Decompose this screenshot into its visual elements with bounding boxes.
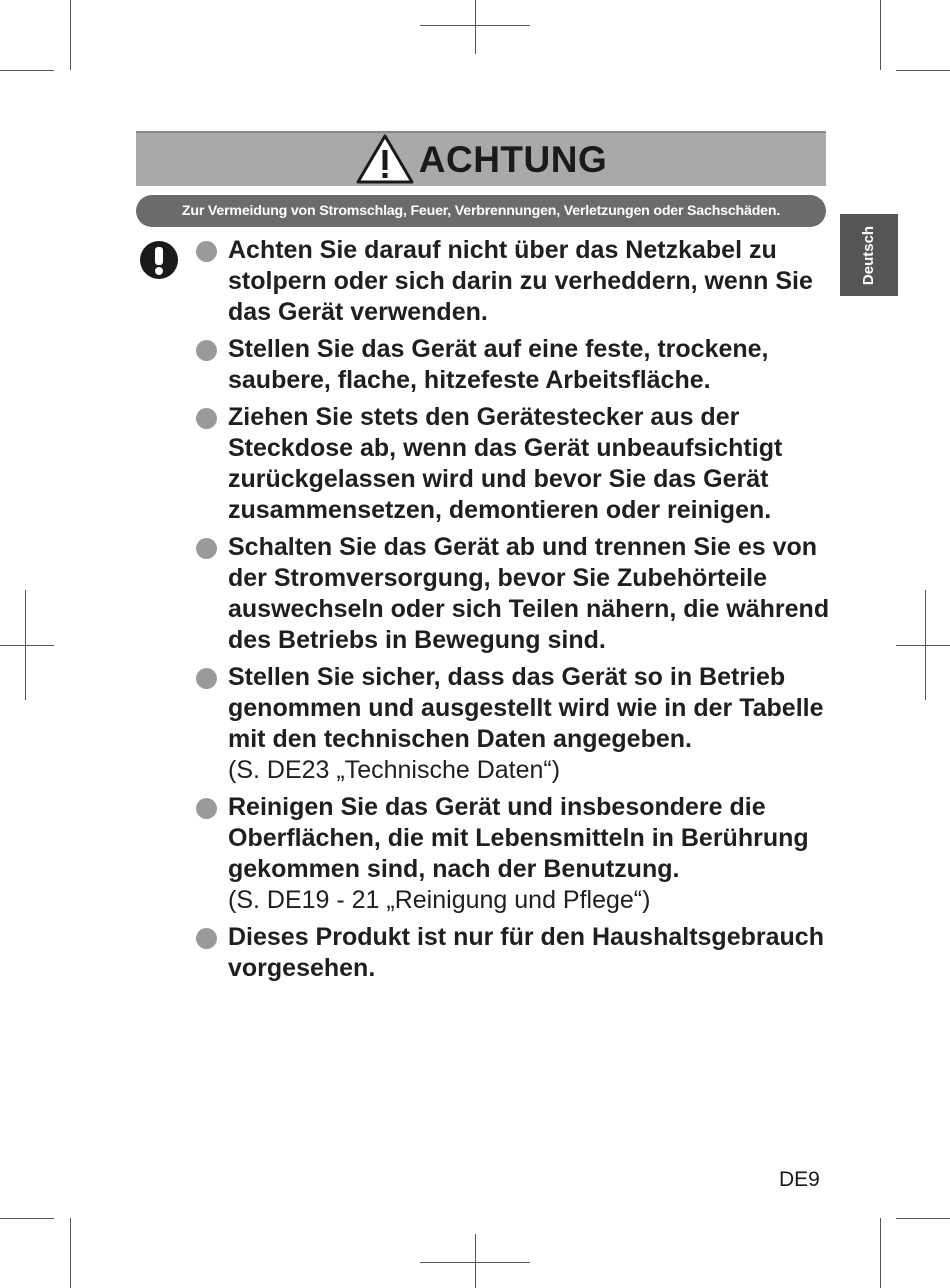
language-tab — [840, 214, 898, 296]
list-item — [194, 532, 834, 656]
bullet-icon — [196, 241, 217, 262]
warning-triangle-icon — [355, 133, 415, 185]
item-reference: (S. DE19 - 21 „Reinigung und Pflege“) — [228, 886, 651, 914]
warning-subtitle: Zur Vermeidung von Stromschlag, Feuer, Verbrennungen, Verletzungen oder Sachschäden. — [136, 195, 826, 227]
bullet-icon — [196, 798, 217, 819]
language-tab-label: Deutsch — [860, 225, 878, 285]
crop-mark — [0, 1218, 54, 1219]
bullet-icon — [196, 538, 217, 559]
page-number: DE9 — [779, 1168, 820, 1191]
crop-mark — [896, 1218, 950, 1219]
warning-list — [194, 235, 834, 990]
bullet-icon — [196, 928, 217, 949]
list-item — [194, 662, 834, 786]
item-text: Reinigen Sie das Gerät und insbesondere die Oberflächen, die mit Lebensmitteln in Berührung gekommen sind, nach der Benutzung. — [228, 793, 809, 883]
list-item — [194, 922, 834, 984]
list-item — [194, 792, 834, 916]
crop-mark — [420, 1262, 530, 1263]
crop-mark — [420, 25, 530, 26]
crop-mark — [70, 1218, 71, 1288]
crop-mark — [880, 0, 881, 70]
list-item — [194, 334, 834, 396]
crop-mark — [70, 0, 71, 70]
item-text: Achten Sie darauf nicht über das Netzkabel zu stolpern oder sich darin zu verheddern, wenn Sie das Gerät verwenden. — [228, 236, 813, 326]
item-text: Schalten Sie das Gerät ab und trennen Sie es von der Stromversorgung, bevor Sie Zubehörteile auswechseln oder sich Teilen nähern, die während des Betriebs in Bewegung sind. — [228, 533, 830, 654]
exclamation-circle-icon — [139, 240, 179, 280]
crop-mark — [896, 645, 950, 646]
crop-mark — [0, 70, 54, 71]
crop-mark — [896, 70, 950, 71]
item-text: Ziehen Sie stets den Gerätestecker aus der Steckdose ab, wenn das Gerät unbeaufsichtigt zurückgelassen wird und bevor Sie das Gerät zusammensetzen, demontieren oder reinigen. — [228, 403, 783, 524]
warning-banner — [136, 131, 826, 186]
item-text: Stellen Sie sicher, dass das Gerät so in Betrieb genommen und ausgestellt wird wie in der Tabelle mit den technischen Daten angegeben. — [228, 663, 824, 753]
item-text: Stellen Sie das Gerät auf eine feste, trockene, saubere, flache, hitzefeste Arbeitsfläche. — [228, 335, 769, 394]
bullet-icon — [196, 340, 217, 361]
banner-title: ACHTUNG — [418, 138, 608, 180]
crop-mark — [880, 1218, 881, 1288]
bullet-icon — [196, 668, 217, 689]
crop-mark — [475, 0, 476, 54]
item-reference: (S. DE23 „Technische Daten“) — [228, 756, 561, 784]
crop-mark — [0, 645, 54, 646]
bullet-icon — [196, 408, 217, 429]
list-item — [194, 235, 834, 328]
crop-mark — [475, 1234, 476, 1288]
list-item — [194, 402, 834, 526]
item-text: Dieses Produkt ist nur für den Haushaltsgebrauch vorgesehen. — [228, 923, 824, 982]
